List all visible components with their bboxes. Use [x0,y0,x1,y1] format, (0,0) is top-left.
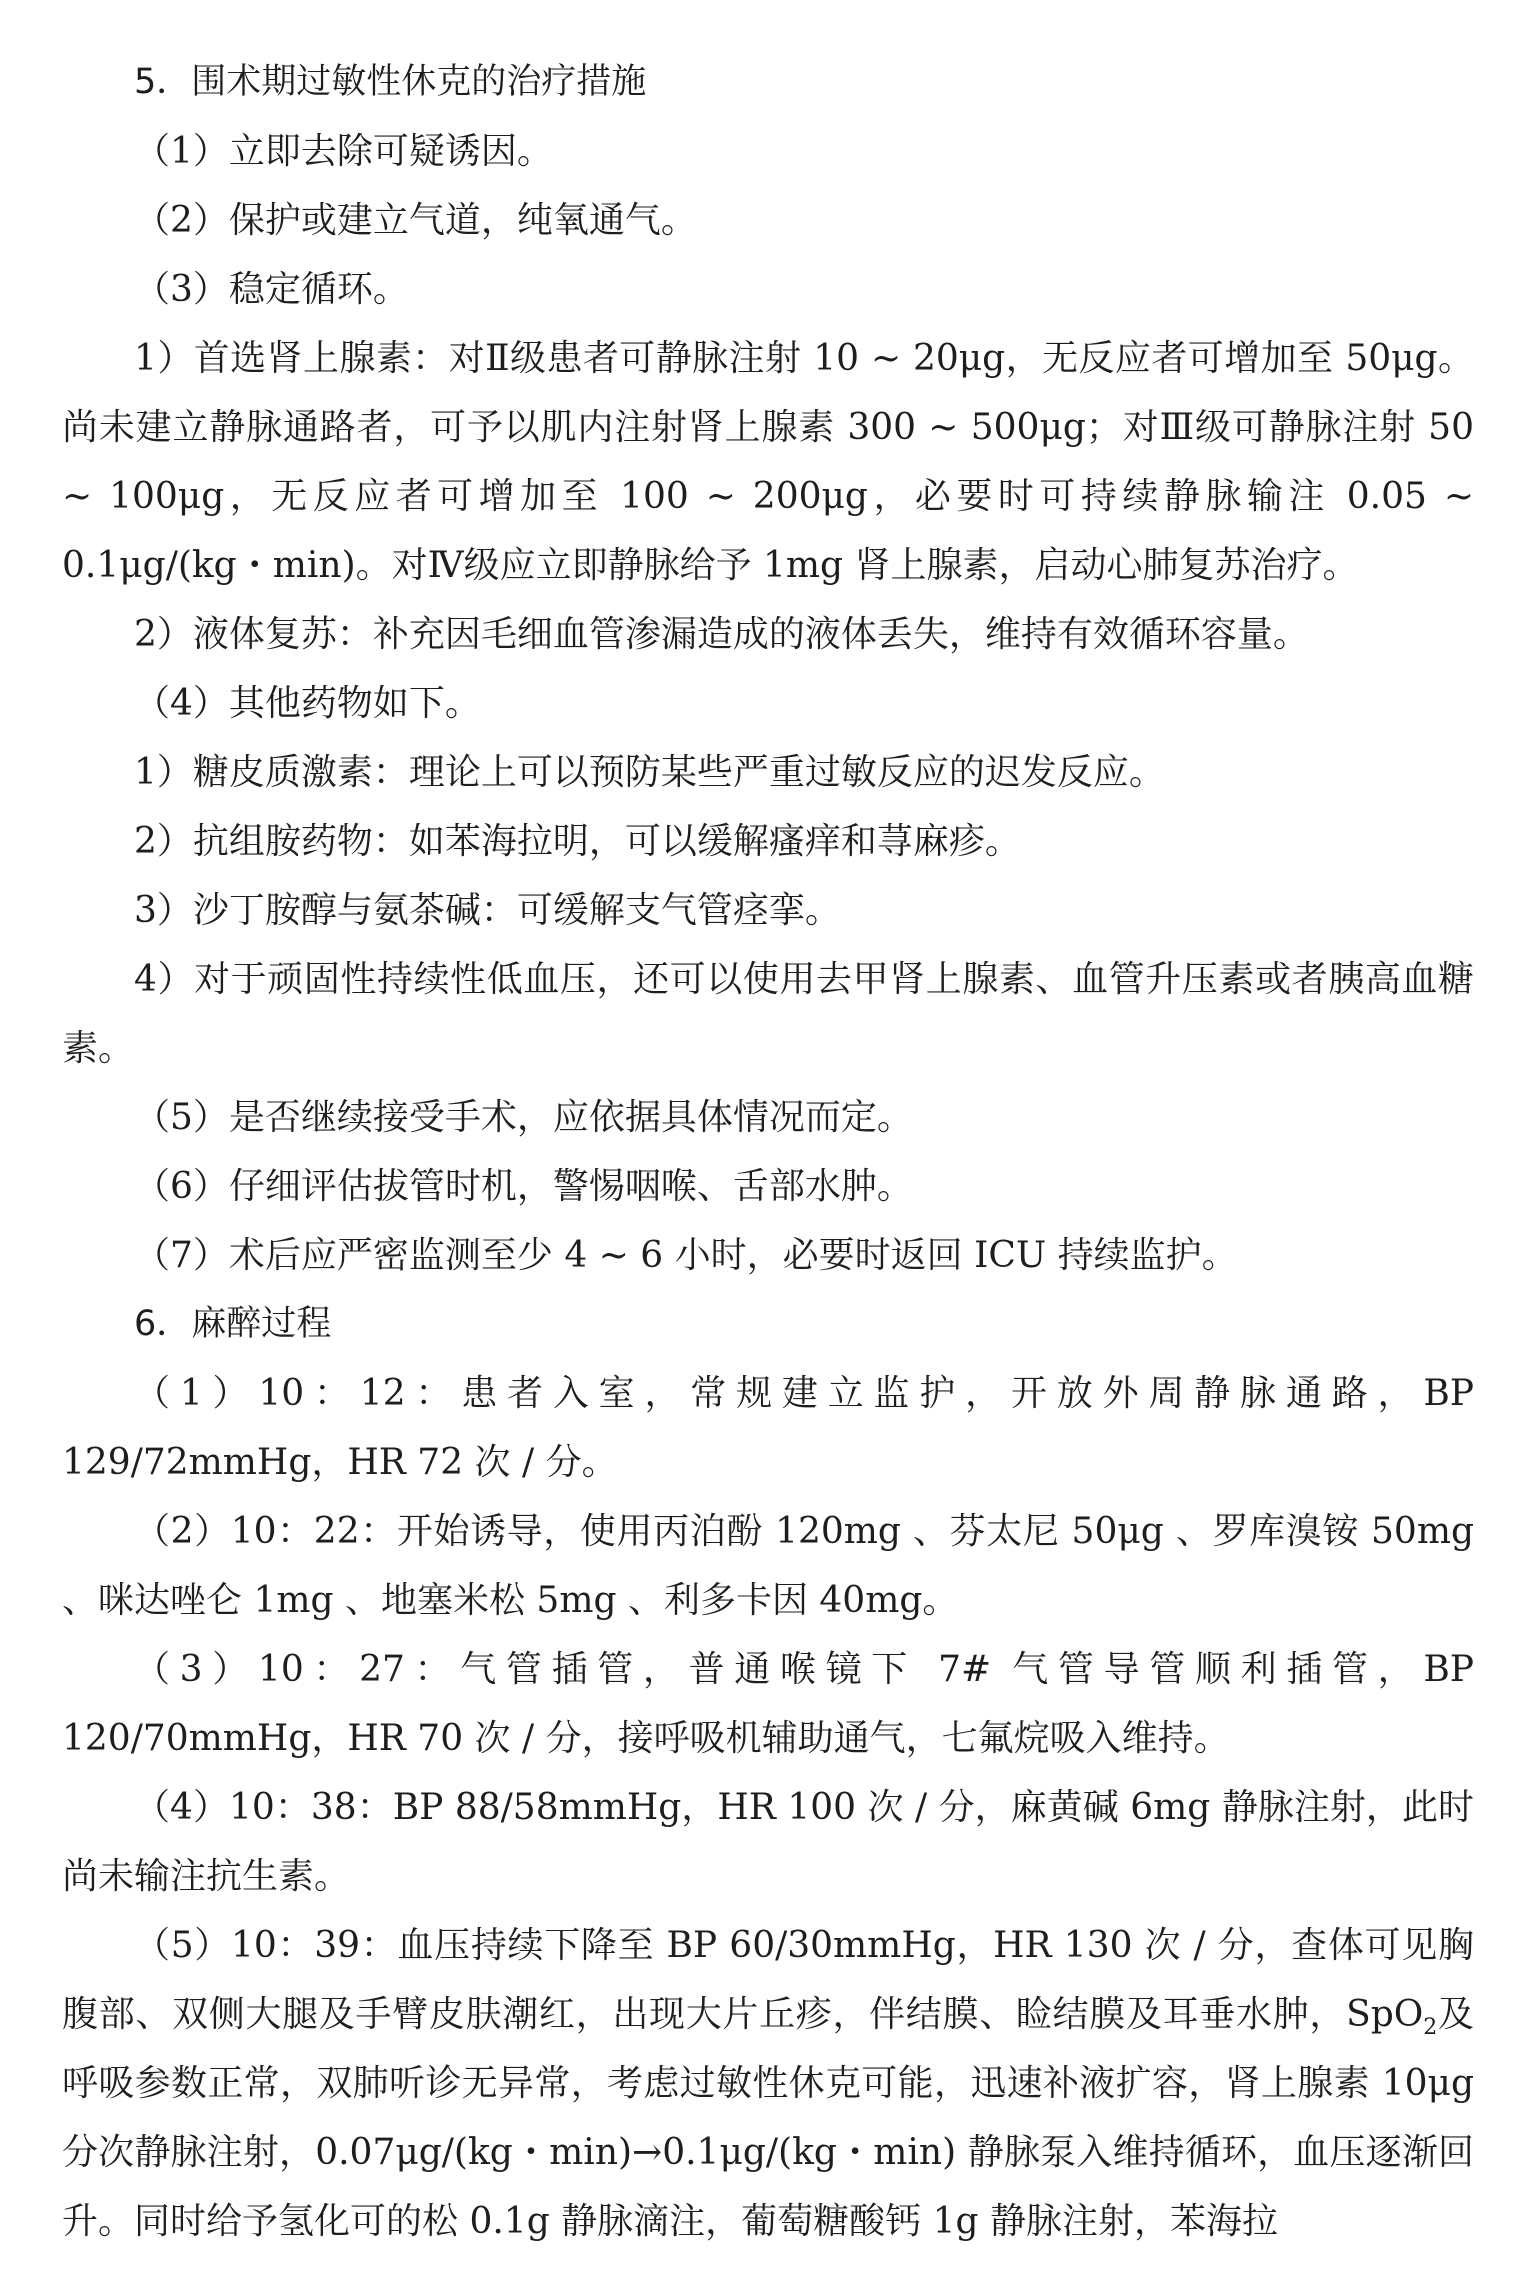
s5-item-4-2: 2）抗组胺药物：如苯海拉明，可以缓解瘙痒和荨麻疹。 [134,821,1021,862]
s5-item-4-1: 1）糖皮质激素：理论上可以预防某些严重过敏反应的迟发反应。 [134,752,1165,793]
s6-item-1: （1）10：12：患者入室，常规建立监护，开放外周静脉通路，BP 129/72mmHg，HR 72 次 / 分。 [62,1373,1474,1483]
s5-item-6: （6）仔细评估拔管时机，警惕咽喉、舌部水肿。 [134,1166,913,1207]
s5-item-3-2: 2）液体复苏：补充因毛细血管渗漏造成的液体丢失，维持有效循环容量。 [134,614,1309,655]
s6-item-5-lead: （5）10：39：血压持续下降至 BP 60/30mmHg，HR 130 次 / 分，查体可见胸腹部、双侧大腿及手臂皮肤潮红，出现大片丘疹，伴结膜、睑结膜及耳垂水肿，SpO [62,1925,1474,2035]
s5-item-7: （7）术后应严密监测至少 4 ~ 6 小时，必要时返回 ICU 持续监护。 [134,1235,1238,1276]
s5-item-5: （5）是否继续接受手术，应依据具体情况而定。 [134,1097,913,1138]
s5-item-4-4: 4）对于顽固性持续性低血压，还可以使用去甲肾上腺素、血管升压素或者胰高血糖素。 [62,959,1474,1069]
section-5-heading: 5．围术期过敏性休克的治疗措施 [134,62,647,102]
s6-item-3: （3）10：27：气管插管，普通喉镜下 7# 气管导管顺利插管，BP 120/70mmHg，HR 70 次 / 分，接呼吸机辅助通气，七氟烷吸入维持。 [62,1649,1474,1759]
s5-item-3: （3）稳定循环。 [134,269,409,310]
s6-item-2: （2）10：22：开始诱导，使用丙泊酚 120mg 、芬太尼 50μg 、罗库溴铵 50mg 、咪达唑仑 1mg 、地塞米松 5mg 、利多卡因 40mg。 [62,1511,1474,1621]
section-6-heading: 6．麻醉过程 [134,1304,332,1344]
spo2-subscript: 2 [1423,2015,1438,2041]
s5-item-3-1: 1）首选肾上腺素：对Ⅱ级患者可静脉注射 10 ~ 20μg，无反应者可增加至 50μg。尚未建立静脉通路者，可予以肌内注射肾上腺素 300 ~ 500μg；对Ⅲ级可静脉注射 50 ~ 100μg，无反应者可增加至 100 ~ 200μg，必要时可持续静脉输注 0.05 ~ 0.1μg/(kg・min)。对Ⅳ级应立即静脉给予 1mg 肾上腺素，启动心肺复苏治疗。 [62,338,1474,586]
s6-item-4: （4）10：38：BP 88/58mmHg，HR 100 次 / 分，麻黄碱 6mg 静脉注射，此时尚未输注抗生素。 [62,1787,1474,1897]
document-page [62,48,1474,2256]
s5-item-2: （2）保护或建立气道，纯氧通气。 [134,200,697,241]
s6-item-5-rest: 及呼吸参数正常，双肺听诊无异常，考虑过敏性休克可能，迅速补液扩容，肾上腺素 10μg 分次静脉注射，0.07μg/(kg・min)→0.1μg/(kg・min) 静脉泵入维持循环，血压逐渐回升。同时给予氢化可的松 0.1g 静脉滴注，葡萄糖酸钙 1g 静脉注射，苯海拉 [62,1994,1474,2242]
s5-item-4-3: 3）沙丁胺醇与氨茶碱：可缓解支气管痉挛。 [134,890,841,931]
s5-item-1: （1）立即去除可疑诱因。 [134,131,553,172]
s6-item-5 [62,1911,1474,2256]
s5-item-4: （4）其他药物如下。 [134,683,481,724]
